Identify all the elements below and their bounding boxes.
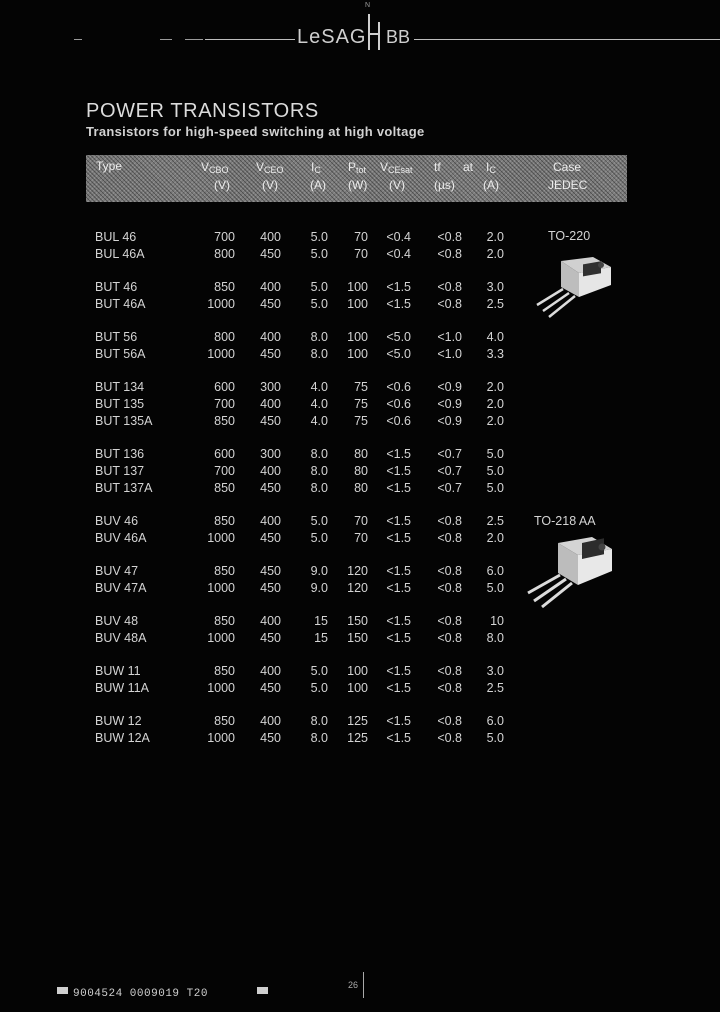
cell-type: BUT 137A [95, 481, 153, 495]
cell-at: 5.0 [486, 447, 504, 461]
cell-vcbo: 1000 [207, 681, 235, 695]
cell-ptot: 75 [354, 380, 368, 394]
cell-tf: <0.9 [437, 380, 462, 394]
company-logo-left: LeSAG [297, 26, 367, 48]
cell-vsat: <0.4 [386, 247, 411, 261]
cell-tf: <0.8 [437, 664, 462, 678]
table-row [0, 330, 720, 347]
cell-vceo: 450 [260, 531, 281, 545]
cell-vsat: <1.5 [386, 564, 411, 578]
table-row [0, 380, 720, 397]
cell-at: 3.0 [486, 664, 504, 678]
cell-type: BUW 12A [95, 731, 150, 745]
cell-at: 3.3 [486, 347, 504, 361]
cell-vcbo: 850 [214, 714, 235, 728]
cell-ptot: 150 [347, 614, 368, 628]
col-tf: tf [434, 160, 441, 174]
cell-ptot: 150 [347, 631, 368, 645]
to220-package-icon [523, 253, 618, 323]
col-vcesat-unit: (V) [389, 178, 405, 192]
cell-vceo: 400 [260, 464, 281, 478]
cell-type: BUT 56 [95, 330, 138, 344]
footer-block-right [257, 987, 268, 994]
cell-vsat: <0.6 [386, 380, 411, 394]
cell-type: BUW 11 [95, 664, 141, 678]
cell-vsat: <1.5 [386, 297, 411, 311]
cell-tf: <0.7 [437, 481, 462, 495]
cell-at: 3.0 [486, 280, 504, 294]
cell-ptot: 120 [347, 564, 368, 578]
col-ic: $I_C$ [311, 160, 321, 175]
cell-vceo: 450 [260, 681, 281, 695]
cell-vceo: 400 [260, 514, 281, 528]
table-row [0, 464, 720, 481]
cell-tf: <0.9 [437, 397, 462, 411]
cell-at: 6.0 [486, 564, 504, 578]
cell-vsat: <1.5 [386, 447, 411, 461]
col-at-ic: $I_C$ [486, 160, 496, 175]
cell-ptot: 100 [347, 347, 368, 361]
cell-at: 2.0 [486, 230, 504, 244]
cell-vcbo: 700 [214, 464, 235, 478]
cell-tf: <0.8 [437, 714, 462, 728]
cell-tf: <0.8 [437, 531, 462, 545]
case-to220-label: TO-220 [548, 229, 591, 243]
cell-at: 2.5 [486, 514, 504, 528]
cell-ic: 8.0 [310, 347, 328, 361]
col-vceo: $V_{CEO}$ [256, 160, 284, 175]
cell-type: BUT 137 [95, 464, 145, 478]
cell-vceo: 400 [260, 664, 281, 678]
table-row [0, 614, 720, 631]
cell-ic: 8.0 [310, 447, 328, 461]
cell-vcbo: 700 [214, 230, 235, 244]
cell-at: 5.0 [486, 481, 504, 495]
cell-tf: <0.8 [437, 631, 462, 645]
cell-vcbo: 850 [214, 614, 235, 628]
cell-ptot: 80 [354, 464, 368, 478]
cell-type: BUT 56A [95, 347, 146, 361]
cell-ptot: 70 [354, 230, 368, 244]
cell-type: BUW 11A [95, 681, 149, 695]
cell-vcbo: 850 [214, 564, 235, 578]
cell-vceo: 400 [260, 714, 281, 728]
cell-ic: 9.0 [310, 581, 328, 595]
cell-ptot: 100 [347, 664, 368, 678]
cell-at: 2.0 [486, 531, 504, 545]
cell-ptot: 120 [347, 581, 368, 595]
header-dash-2 [160, 39, 172, 40]
cell-vsat: <1.5 [386, 481, 411, 495]
cell-vceo: 400 [260, 330, 281, 344]
cell-at: 10 [490, 614, 504, 628]
cell-vsat: <1.5 [386, 514, 411, 528]
cell-vsat: <5.0 [386, 347, 411, 361]
cell-ic: 8.0 [310, 714, 328, 728]
cell-type: BUV 46 [95, 514, 139, 528]
header-rule-right [414, 39, 720, 40]
cell-vsat: <1.5 [386, 614, 411, 628]
cell-at: 5.0 [486, 464, 504, 478]
cell-type: BUT 135A [95, 414, 153, 428]
cell-ptot: 100 [347, 330, 368, 344]
to218-package-icon [516, 533, 616, 613]
cell-vcbo: 1000 [207, 631, 235, 645]
cell-at: 4.0 [486, 330, 504, 344]
cell-at: 2.0 [486, 397, 504, 411]
table-row [0, 447, 720, 464]
cell-vcbo: 1000 [207, 297, 235, 311]
table-header [86, 155, 627, 202]
header-dash-1 [74, 39, 82, 40]
cell-ptot: 70 [354, 531, 368, 545]
cell-ptot: 75 [354, 414, 368, 428]
cell-tf: <0.8 [437, 731, 462, 745]
cell-vcbo: 600 [214, 447, 235, 461]
col-at: at [463, 160, 474, 174]
cell-ptot: 100 [347, 280, 368, 294]
cell-ptot: 80 [354, 447, 368, 461]
cell-vcbo: 850 [214, 280, 235, 294]
cell-ic: 15 [314, 614, 328, 628]
cell-at: 2.5 [486, 681, 504, 695]
col-jedec: JEDEC [548, 178, 588, 192]
cell-tf: <0.8 [437, 230, 462, 244]
cell-tf: <0.8 [437, 514, 462, 528]
cell-tf: <0.7 [437, 447, 462, 461]
table-row [0, 481, 720, 498]
cell-type: BUW 12 [95, 714, 142, 728]
cell-ic: 5.0 [310, 230, 328, 244]
cell-vcbo: 1000 [207, 531, 235, 545]
cell-ptot: 100 [347, 681, 368, 695]
cell-vsat: <1.5 [386, 664, 411, 678]
cell-vceo: 300 [260, 447, 281, 461]
cell-vceo: 450 [260, 581, 281, 595]
case-to218-label: TO-218 AA [534, 514, 596, 528]
cell-type: BUV 48 [95, 614, 139, 628]
cell-vceo: 400 [260, 397, 281, 411]
cell-tf: <0.9 [437, 414, 462, 428]
col-vcbo-unit: (V) [214, 178, 230, 192]
cell-vceo: 450 [260, 414, 281, 428]
cell-type: BUV 47A [95, 581, 147, 595]
cell-vsat: <5.0 [386, 330, 411, 344]
cell-vceo: 400 [260, 614, 281, 628]
cell-tf: <1.0 [437, 347, 462, 361]
cell-ic: 5.0 [310, 247, 328, 261]
cell-ic: 8.0 [310, 464, 328, 478]
cell-vsat: <1.5 [386, 581, 411, 595]
cell-ptot: 70 [354, 247, 368, 261]
cell-at: 5.0 [486, 581, 504, 595]
cell-at: 2.5 [486, 297, 504, 311]
cell-vceo: 450 [260, 731, 281, 745]
cell-type: BUV 47 [95, 564, 139, 578]
cell-vceo: 400 [260, 280, 281, 294]
cell-vcbo: 850 [214, 514, 235, 528]
cell-vsat: <1.5 [386, 731, 411, 745]
page-number-bar [363, 972, 364, 998]
company-logo-icon [365, 14, 383, 50]
cell-vceo: 450 [260, 297, 281, 311]
table-row [0, 514, 720, 531]
cell-vsat: <1.5 [386, 631, 411, 645]
cell-vceo: 450 [260, 481, 281, 495]
cell-vceo: 400 [260, 230, 281, 244]
cell-ptot: 100 [347, 297, 368, 311]
cell-ic: 5.0 [310, 280, 328, 294]
footer-block-left [57, 987, 68, 994]
cell-ic: 4.0 [310, 380, 328, 394]
cell-vcbo: 850 [214, 664, 235, 678]
table-row [0, 631, 720, 648]
cell-tf: <0.8 [437, 247, 462, 261]
col-vceo-unit: (V) [262, 178, 278, 192]
cell-type: BUL 46 [95, 230, 137, 244]
cell-at: 5.0 [486, 731, 504, 745]
col-case: Case [553, 160, 582, 174]
table-row [0, 714, 720, 731]
cell-at: 2.0 [486, 247, 504, 261]
col-vcbo: $V_{CBO}$ [201, 160, 229, 175]
table-row [0, 731, 720, 748]
cell-vsat: <1.5 [386, 531, 411, 545]
cell-type: BUT 46 [95, 280, 138, 294]
page-subtitle: Transistors for high-speed switching at high voltage [86, 124, 425, 139]
cell-vsat: <1.5 [386, 464, 411, 478]
cell-vsat: <0.4 [386, 230, 411, 244]
cell-ic: 8.0 [310, 330, 328, 344]
cell-tf: <0.8 [437, 297, 462, 311]
cell-vcbo: 600 [214, 380, 235, 394]
cell-type: BUT 46A [95, 297, 146, 311]
table-row [0, 681, 720, 698]
cell-tf: <0.8 [437, 614, 462, 628]
cell-vsat: <1.5 [386, 280, 411, 294]
cell-type: BUT 135 [95, 397, 145, 411]
table-row [0, 230, 720, 247]
cell-ic: 15 [314, 631, 328, 645]
cell-ic: 9.0 [310, 564, 328, 578]
cell-ic: 4.0 [310, 414, 328, 428]
table-row [0, 414, 720, 431]
cell-ic: 5.0 [310, 297, 328, 311]
cell-ptot: 80 [354, 481, 368, 495]
cell-vceo: 450 [260, 247, 281, 261]
header-rule-left [205, 39, 295, 40]
cell-vcbo: 1000 [207, 581, 235, 595]
cell-vcbo: 800 [214, 247, 235, 261]
cell-ic: 5.0 [310, 664, 328, 678]
cell-type: BUT 134 [95, 380, 145, 394]
cell-ptot: 75 [354, 397, 368, 411]
cell-tf: <0.8 [437, 581, 462, 595]
cell-type: BUT 136 [95, 447, 145, 461]
cell-vceo: 450 [260, 347, 281, 361]
cell-ic: 5.0 [310, 681, 328, 695]
cell-at: 6.0 [486, 714, 504, 728]
cell-vsat: <1.5 [386, 714, 411, 728]
company-logo-right: BB [386, 27, 411, 47]
cell-tf: <0.7 [437, 464, 462, 478]
cell-vsat: <1.5 [386, 681, 411, 695]
cell-vceo: 450 [260, 631, 281, 645]
footer-code: 9004524 0009019 T20 [73, 988, 208, 1000]
col-ptot: $P_{tot}$ [348, 160, 367, 175]
cell-vcbo: 850 [214, 414, 235, 428]
cell-tf: <1.0 [437, 330, 462, 344]
cell-vcbo: 1000 [207, 347, 235, 361]
col-tf-unit: (µs) [434, 178, 455, 192]
col-at-ic-unit: (A) [483, 178, 499, 192]
col-type: Type [96, 159, 123, 173]
cell-vsat: <0.6 [386, 397, 411, 411]
cell-tf: <0.8 [437, 681, 462, 695]
cell-ptot: 125 [347, 731, 368, 745]
col-ptot-unit: (W) [348, 178, 368, 192]
cell-ptot: 125 [347, 714, 368, 728]
logo-tiny-mark: N [365, 2, 371, 9]
page-number: 26 [348, 980, 359, 990]
cell-vcbo: 1000 [207, 731, 235, 745]
cell-at: 2.0 [486, 414, 504, 428]
col-ic-unit: (A) [310, 178, 326, 192]
table-row [0, 347, 720, 364]
cell-ic: 5.0 [310, 531, 328, 545]
table-row [0, 397, 720, 414]
cell-type: BUV 46A [95, 531, 147, 545]
cell-ptot: 70 [354, 514, 368, 528]
cell-ic: 8.0 [310, 731, 328, 745]
table-row [0, 664, 720, 681]
cell-vcbo: 800 [214, 330, 235, 344]
cell-at: 2.0 [486, 380, 504, 394]
cell-vcbo: 850 [214, 481, 235, 495]
header-dash-3 [185, 39, 203, 40]
cell-vsat: <0.6 [386, 414, 411, 428]
cell-vceo: 450 [260, 564, 281, 578]
cell-vceo: 300 [260, 380, 281, 394]
cell-type: BUL 46A [95, 247, 145, 261]
cell-tf: <0.8 [437, 280, 462, 294]
cell-type: BUV 48A [95, 631, 147, 645]
cell-tf: <0.8 [437, 564, 462, 578]
cell-ic: 5.0 [310, 514, 328, 528]
col-vcesat: $V_{CEsat}$ [380, 160, 413, 175]
page-title: POWER TRANSISTORS [86, 100, 319, 122]
cell-vcbo: 700 [214, 397, 235, 411]
cell-ic: 8.0 [310, 481, 328, 495]
cell-ic: 4.0 [310, 397, 328, 411]
cell-at: 8.0 [486, 631, 504, 645]
